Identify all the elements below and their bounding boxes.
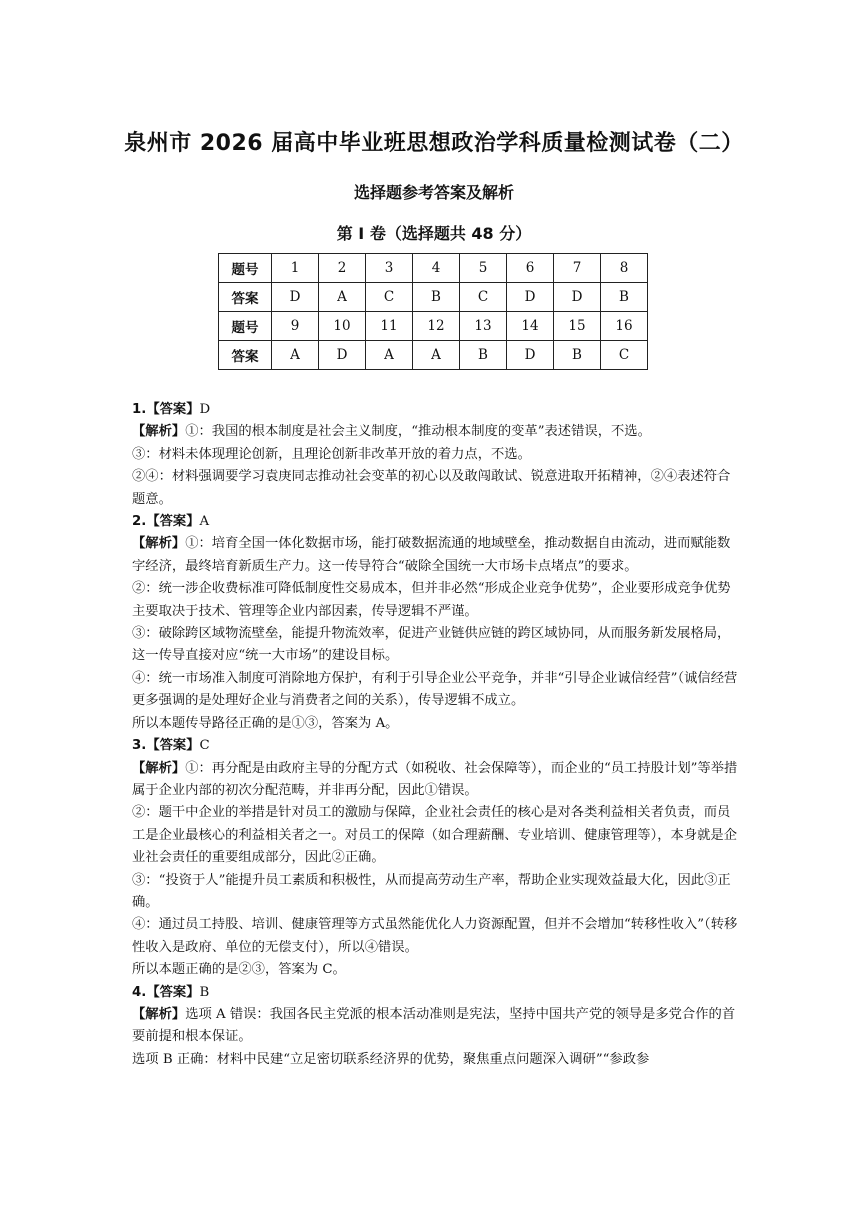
- answer-cell: A: [366, 341, 413, 370]
- analysis-text: 选项 A 错误：我国各民主党派的根本活动准则是宪法，坚持中国共产党的领导是多党合作的首要前提和根本保证。: [132, 1006, 736, 1045]
- table-header-cell: 答案: [219, 341, 272, 370]
- analysis-text: ①：培育全国一体化数据市场，能打破数据流通的地域壁垒，推动数据自由流动，进而赋能数字经济，最终培育新质生产力。这一传导符合“破除全国统一大市场卡点堵点”的要求。: [132, 536, 731, 574]
- answer-letter: C: [199, 738, 210, 754]
- question-number: 4: [413, 254, 460, 283]
- answer-tag: 【答案】: [146, 402, 200, 417]
- answer-cell: D: [507, 341, 554, 370]
- analysis-paragraph: [132, 533, 742, 578]
- question-number: 16: [601, 312, 648, 341]
- question-number: 10: [319, 312, 366, 341]
- answer-letter: D: [199, 402, 211, 417]
- analysis-paragraph: ③：破除跨区域物流壁垒，能提升物流效率，促进产业链供应链的跨区域协同，从而服务新发展格局，这一传导直接对应“统一大市场”的建设目标。: [132, 626, 731, 664]
- conclusion-text: 所以本题传导路径正确的是①③，答案为 A。: [132, 715, 399, 731]
- analysis-paragraph: ②：统一涉企收费标准可降低制度性交易成本，但并非必然“形成企业竞争优势”，企业要形成竞争优势主要取决于技术、管理等企业内部因素，传导逻辑不严谨。: [132, 581, 731, 619]
- answer-cell: A: [319, 283, 366, 312]
- answer-tag: 【答案】: [146, 738, 200, 754]
- analysis-text: ①：再分配是由政府主导的分配方式（如税收、社会保障等），而企业的“员工持股计划”等举措属于企业内部的初次分配范畴，并非再分配，因此①错误。: [132, 760, 738, 798]
- analysis-paragraph: ②：题干中企业的举措是针对员工的激励与保障，企业社会责任的核心是对各类利益相关者负责，而员工是企业最核心的利益相关者之一。对员工的保障（如合理薪酬、专业培训、健康管理等），本身就是企业社会责任的重要组成部分，因此②正确。: [132, 805, 738, 866]
- analysis-tag: 【解析】: [132, 424, 186, 440]
- analysis-paragraph: [132, 1004, 742, 1049]
- answer-cell: D: [319, 341, 366, 370]
- question-number: 13: [460, 312, 507, 341]
- answer-cell: B: [460, 341, 507, 370]
- analysis-tag: 【解析】: [132, 1006, 186, 1022]
- answer-cell: D: [554, 283, 601, 312]
- answer-heading: [132, 982, 742, 1004]
- analysis-paragraph: ③：“投资于人”能提升员工素质和积极性，从而提高劳动生产率，帮助企业实现效益最大化，因此③正确。: [132, 872, 731, 910]
- section-heading: 第 I 卷（选择题共 48 分）: [336, 224, 532, 243]
- item-number: 3.: [132, 738, 147, 754]
- table-row: [219, 254, 648, 283]
- item-number: 1.: [132, 402, 147, 417]
- question-number: 15: [554, 312, 601, 341]
- answer-cell: B: [554, 341, 601, 370]
- question-number: 14: [507, 312, 554, 341]
- answer-table: [218, 253, 648, 370]
- table-row: [219, 312, 648, 341]
- analysis-text: ①：我国的根本制度是社会主义制度，“推动根本制度的变革”表述错误，不选。: [185, 424, 651, 440]
- question-number: 1: [272, 254, 319, 283]
- table-header-cell: 题号: [219, 254, 272, 283]
- answer-heading: [132, 735, 742, 757]
- analysis-paragraph: ④：通过员工持股、培训、健康管理等方式虽然能优化人力资源配置，但并不会增加“转移性收入”（转移性收入是政府、单位的无偿支付），所以④错误。: [132, 917, 738, 955]
- analysis-paragraph: [132, 421, 742, 443]
- table-header-cell: 答案: [219, 283, 272, 312]
- answer-heading: [132, 511, 742, 533]
- analysis-paragraph: ③：材料未体现理论创新，且理论创新非改革开放的着力点，不选。: [132, 446, 531, 462]
- page-subtitle: 选择题参考答案及解析: [353, 183, 514, 202]
- item-number: 4.: [132, 984, 147, 1000]
- answer-cell: D: [272, 283, 319, 312]
- question-number: 7: [554, 254, 601, 283]
- answer-heading: [132, 399, 742, 421]
- answer-cell: C: [601, 341, 648, 370]
- analysis-paragraph: 选项 B 正确：材料中民建“立足密切联系经济界的优势，聚焦重点问题深入调研”“参政参: [132, 1051, 650, 1067]
- analysis-paragraph: [132, 758, 742, 803]
- analysis-tag: 【解析】: [132, 760, 186, 776]
- question-number: 5: [460, 254, 507, 283]
- answer-tag: 【答案】: [146, 514, 200, 530]
- table-row: [219, 341, 648, 370]
- answer-cell: A: [272, 341, 319, 370]
- analysis-paragraph: ②④：材料强调要学习袁庚同志推动社会变革的初心以及敢闯敢试、锐意进取开拓精神，②④表述符合题意。: [132, 469, 731, 507]
- table-row: [219, 283, 648, 312]
- answer-cell: C: [366, 283, 413, 312]
- question-number: 3: [366, 254, 413, 283]
- question-number: 2: [319, 254, 366, 283]
- analysis-tag: 【解析】: [132, 536, 186, 552]
- question-number: 6: [507, 254, 554, 283]
- answer-cell: B: [413, 283, 460, 312]
- question-number: 11: [366, 312, 413, 341]
- answer-cell: D: [507, 283, 554, 312]
- answer-cell: B: [601, 283, 648, 312]
- table-header-cell: 题号: [219, 312, 272, 341]
- page-title: 泉州市 2026 届高中毕业班思想政治学科质量检测试卷（二）: [124, 131, 744, 156]
- explanations: [132, 399, 742, 1071]
- answer-tag: 【答案】: [146, 984, 200, 1000]
- conclusion-text: 所以本题正确的是②③，答案为 C。: [132, 962, 346, 978]
- answer-letter: A: [199, 514, 210, 530]
- question-number: 9: [272, 312, 319, 341]
- question-number: 8: [601, 254, 648, 283]
- analysis-paragraph: ④：统一市场准入制度可消除地方保护，有利于引导企业公平竞争，并非“引导企业诚信经营”（诚信经营更多强调的是处理好企业与消费者之间的关系），传导逻辑不成立。: [132, 670, 738, 709]
- answer-letter: B: [199, 984, 210, 1000]
- question-number: 12: [413, 312, 460, 341]
- answer-cell: A: [413, 341, 460, 370]
- answer-cell: C: [460, 283, 507, 312]
- item-number: 2.: [132, 514, 147, 530]
